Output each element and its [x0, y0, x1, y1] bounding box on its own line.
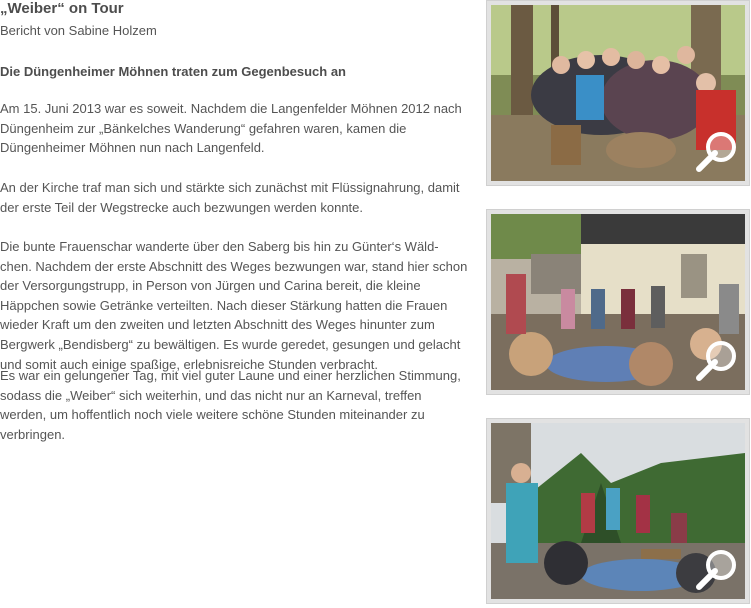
article-subheading: Die Düngenheimer Möhnen traten zum Gegenbesuch an — [0, 64, 346, 79]
photo-thumbnail-3[interactable] — [486, 418, 750, 604]
article-title: „Weiber“ on Tour — [0, 0, 124, 17]
article-byline: Bericht von Sabine Holzem — [0, 23, 157, 38]
photo-group-terrace[interactable] — [491, 423, 745, 599]
magnifier-icon[interactable] — [693, 547, 739, 593]
magnifier-icon[interactable] — [693, 338, 739, 384]
article-paragraph: An der Kirche traf man sich und stärkte sich zunächst mit Flüssignahrung, damit der erste Teil der Wegstrecke auch bezwungen werden konnte. — [0, 180, 460, 215]
article-paragraph: Am 15. Juni 2013 war es soweit. Nachdem die Langenfelder Möhnen 2012 nach Düngenheim zur „Bänkelches Wanderung“ gefahren waren, kamen die Düngenheimer Möhnen nun nach Langenfeld. — [0, 101, 462, 156]
article-paragraph: Die bunte Frauenschar wanderte über den Saberg bis hin zu Günter‘s Wäld-chen. Nachdem der erste Abschnitt des Weges bezwungen war, stand hier schon der Versorgungstrupp, in Person von Jürgen und Carina bereit, die kleine Häppchen sowie Getränke verteilten. Nach dieser Stärkung hatten die Frauen wieder Kraft um den zweiten und letzten Abschnitt des Weges hinunter zum Bergwerk „Bendisberg“ zu bewältigen. Es wurde geredet, gesungen und gelacht und somit auch einige spaßige, erlebnisreiche Stunden verbracht. — [0, 239, 468, 372]
photo-group-house[interactable] — [491, 214, 745, 390]
photo-thumbnail-1[interactable] — [486, 0, 750, 186]
article-paragraph: Es war ein gelungener Tag, mit viel guter Laune und einer herzlichen Stimmung, sodass die „Weiber“ sich weiterhin, und das nicht nur an Karneval, treffen werden, um hoffentlich noch viele weitere schöne Stunden miteinander zu verbringen. — [0, 368, 461, 442]
magnifier-icon[interactable] — [693, 129, 739, 175]
photo-thumbnail-2[interactable] — [486, 209, 750, 395]
photo-group-forest[interactable] — [491, 5, 745, 181]
